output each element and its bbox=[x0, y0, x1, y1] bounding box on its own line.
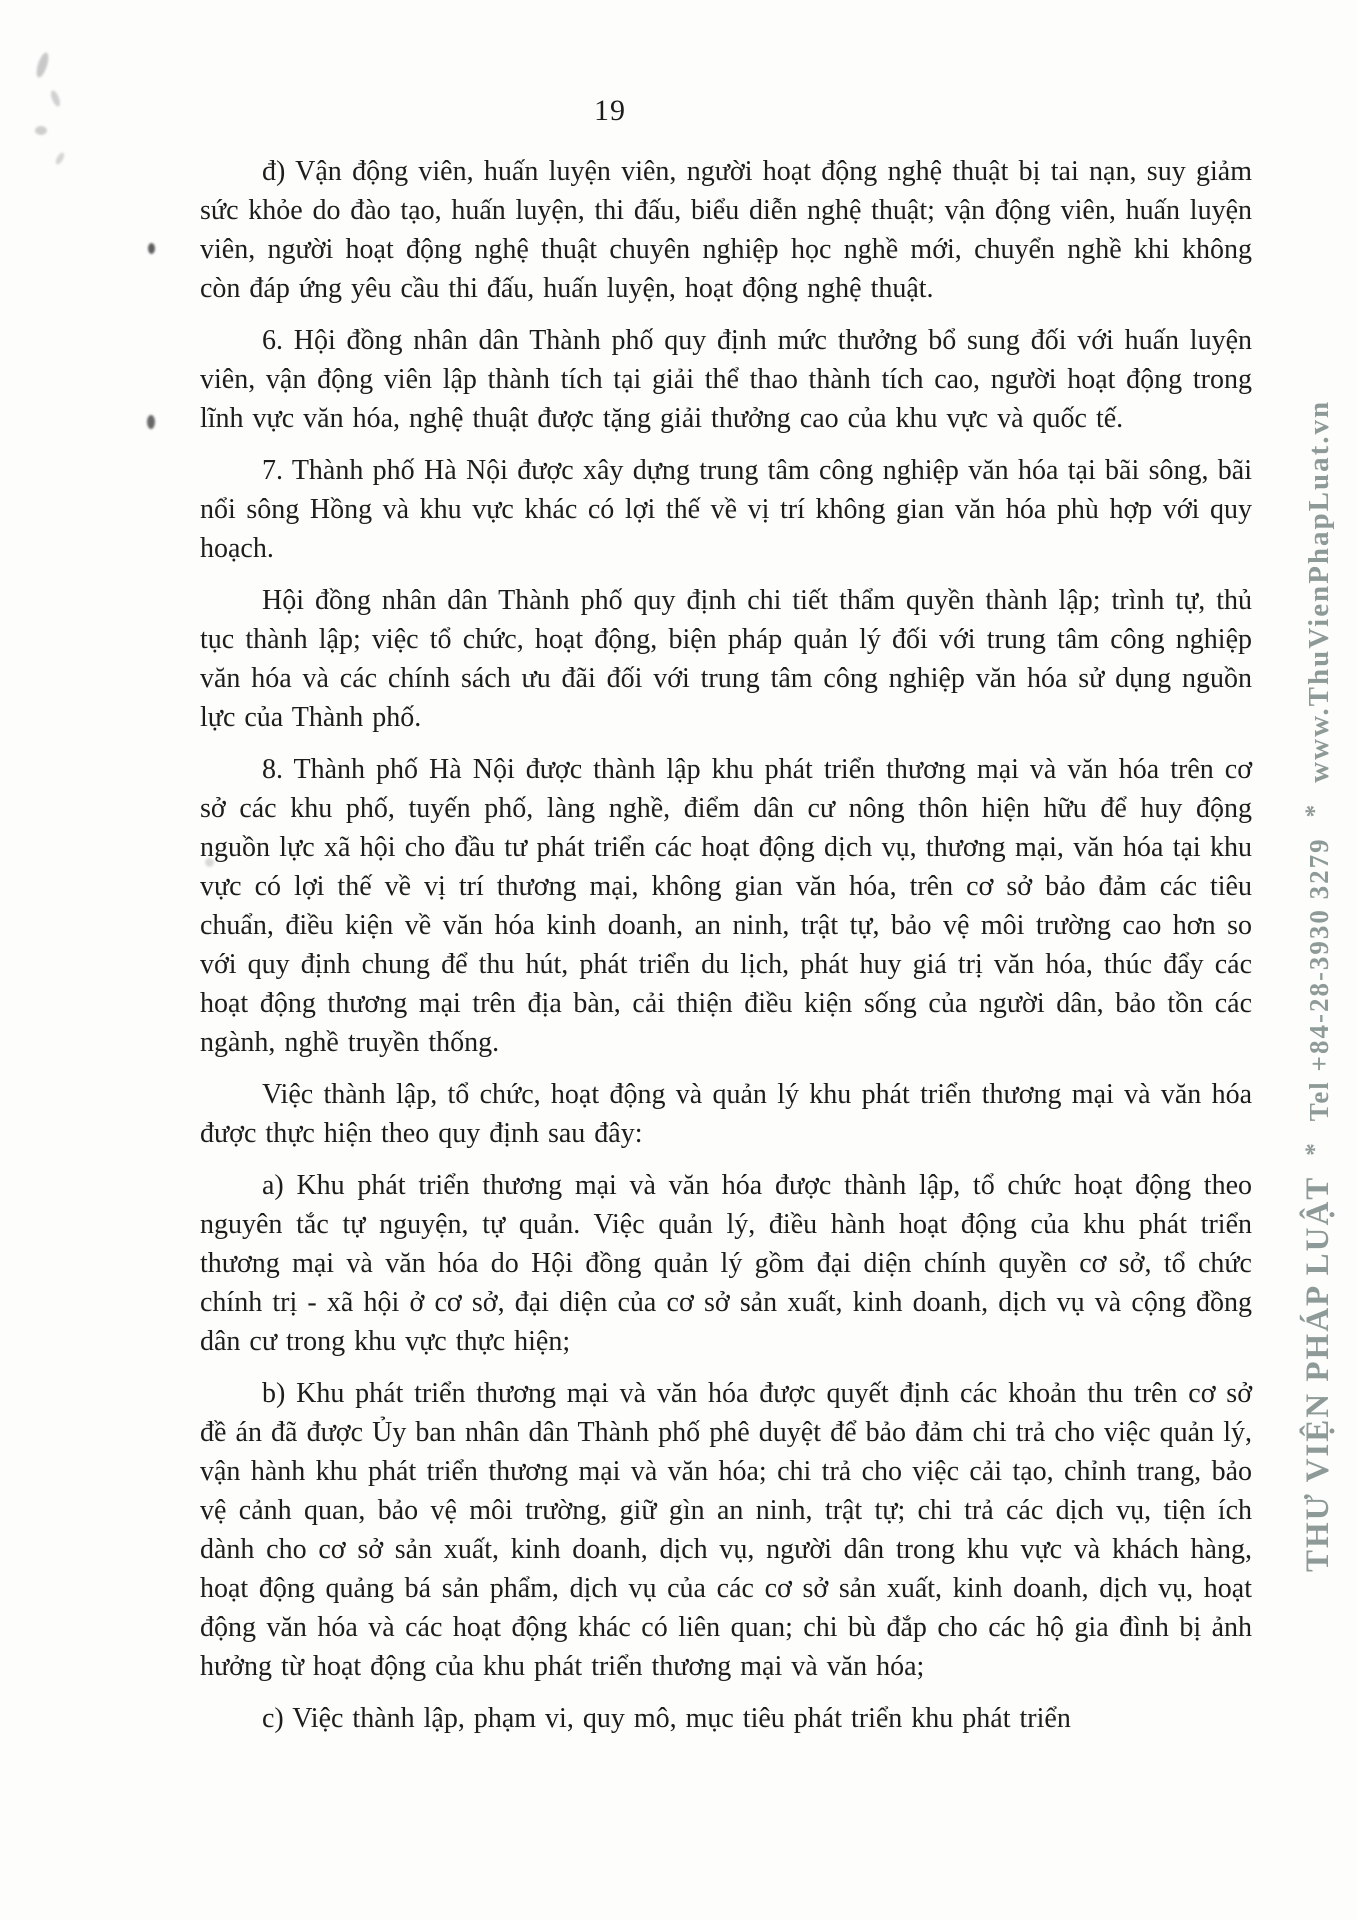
watermark-website: www.ThuVienPhapLuat.vn bbox=[1303, 399, 1335, 783]
page-number: 19 bbox=[594, 94, 626, 127]
paragraph-d: đ) Vận động viên, huấn luyện viên, người hoạt động nghệ thuật bị tai nạn, suy giảm sức khỏe do đào tạo, huấn luyện, thi đấu, biểu diễn nghệ thuật; vận động viên, huấn luyện viên, người hoạt động nghệ thuật chuyên nghiệp học nghề mới, chuyển nghề khi không còn đáp ứng yêu cầu thi đấu, huấn luyện, hoạt động nghệ thuật. bbox=[200, 156, 1252, 304]
scan-artifact bbox=[34, 51, 51, 79]
watermark bbox=[1296, 400, 1346, 1572]
scan-artifact bbox=[35, 126, 47, 135]
paragraph-a: a) Khu phát triển thương mại và văn hóa được thành lập, tổ chức hoạt động theo nguyên tắc tự nguyện, tự quản. Việc quản lý, điều hành hoạt động của khu phát triển thương mại và văn hóa do Hội đồng quản lý gồm đại diện chính quyền cơ sở, tổ chức chính trị - xã hội ở cơ sở, đại diện của cơ sở sản xuất, kinh doanh, dịch vụ và cộng đồng dân cư trong khu vực thực hiện; bbox=[200, 1170, 1252, 1357]
document-body bbox=[200, 152, 1252, 1751]
paragraph-b: b) Khu phát triển thương mại và văn hóa được quyết định các khoản thu trên cơ sở đề án đã được Ủy ban nhân dân Thành phố phê duyệt để bảo đảm chi trả cho việc quản lý, vận hành khu phát triển thương mại và văn hóa; chi trả cho việc cải tạo, chỉnh trang, bảo vệ cảnh quan, bảo vệ môi trường, giữ gìn an ninh, trật tự; chi trả các dịch vụ, tiện ích dành cho cơ sở sản xuất, kinh doanh, dịch vụ, người dân trong khu vực và khách hàng, hoạt động quảng bá sản phẩm, dịch vụ của các cơ sở sản xuất, kinh doanh, dịch vụ, hoạt động văn hóa và các hoạt động khác có liên quan; chi bù đắp cho các hộ gia đình bị ảnh hưởng từ hoạt động của khu phát triển thương mại và văn hóa; bbox=[200, 1378, 1252, 1682]
scan-artifact bbox=[49, 89, 62, 107]
scan-artifact bbox=[54, 151, 66, 165]
paragraph-7: 7. Thành phố Hà Nội được xây dựng trung tâm công nghiệp văn hóa tại bãi sông, bãi nổi sông Hồng và khu vực khác có lợi thế về vị trí không gian văn hóa phù hợp với quy hoạch. bbox=[200, 455, 1252, 564]
paragraph-8-intro: Việc thành lập, tổ chức, hoạt động và quản lý khu phát triển thương mại và văn hóa được thực hiện theo quy định sau đây: bbox=[200, 1079, 1252, 1149]
watermark-org-name: THƯ VIỆN PHÁP LUẬT bbox=[1300, 1175, 1336, 1572]
scan-artifact bbox=[147, 415, 155, 429]
asterisk-separator-icon: * bbox=[1301, 1141, 1328, 1156]
paragraph-c: c) Việc thành lập, phạm vi, quy mô, mục tiêu phát triển khu phát triển bbox=[262, 1703, 1071, 1734]
paragraph-8: 8. Thành phố Hà Nội được thành lập khu phát triển thương mại và văn hóa trên cơ sở các khu phố, tuyến phố, làng nghề, điểm dân cư nông thôn hiện hữu để huy động nguồn lực xã hội cho đầu tư phát triển các hoạt động dịch vụ, thương mại, văn hóa tại khu vực có lợi thế về vị trí thương mại, không gian văn hóa, trên cơ sở bảo đảm các tiêu chuẩn, điều kiện về văn hóa kinh doanh, an ninh, trật tự, bảo vệ môi trường cao hơn so với quy định chung để thu hút, phát triển du lịch, phát huy giá trị văn hóa, thúc đẩy các hoạt động thương mại trên địa bàn, cải thiện điều kiện sống của người dân, bảo tồn các ngành, nghề truyền thống. bbox=[200, 754, 1252, 1058]
asterisk-separator-icon: * bbox=[1301, 802, 1328, 818]
paragraph-7-detail: Hội đồng nhân dân Thành phố quy định chi tiết thẩm quyền thành lập; trình tự, thủ tục thành lập; việc tổ chức, hoạt động, biện pháp quản lý đối với trung tâm công nghiệp văn hóa và các chính sách ưu đãi đối với trung tâm công nghiệp văn hóa sử dụng nguồn lực của Thành phố. bbox=[200, 585, 1252, 733]
scan-artifact bbox=[148, 243, 155, 254]
paragraph-6: 6. Hội đồng nhân dân Thành phố quy định mức thưởng bổ sung đối với huấn luyện viên, vận động viên lập thành tích tại giải thể thao thành tích cao, người hoạt động trong lĩnh vực văn hóa, nghệ thuật được tặng giải thưởng cao của khu vực và quốc tế. bbox=[200, 325, 1252, 434]
watermark-telephone: Tel +84-28-3930 3279 bbox=[1304, 837, 1334, 1122]
